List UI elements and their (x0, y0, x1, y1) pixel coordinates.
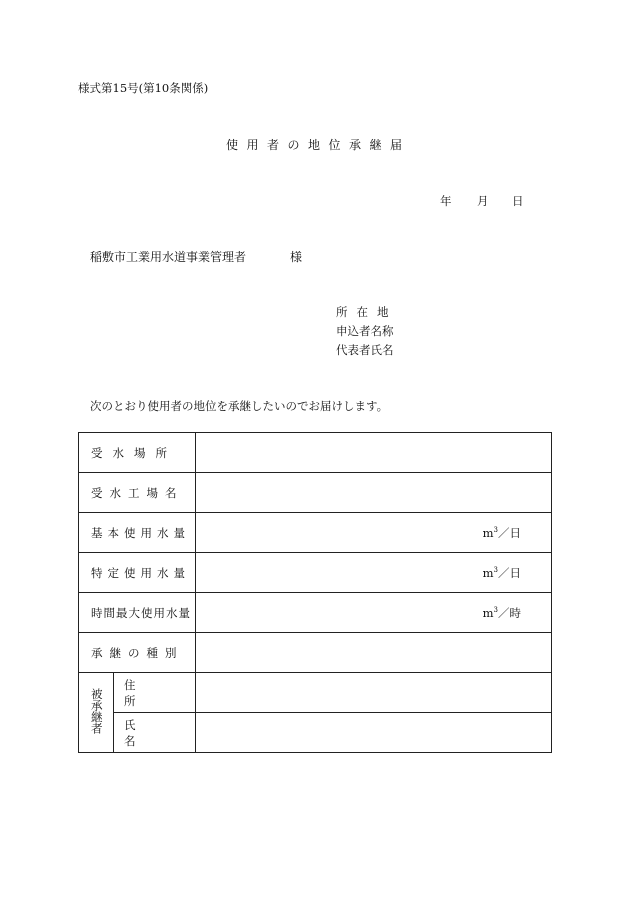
table-row (79, 473, 552, 513)
applicant-name-label: 申込者名称 (336, 324, 394, 338)
table-row (79, 553, 552, 593)
receiving-place-field[interactable] (196, 433, 552, 473)
addressee: 稲敷市工業用水道事業管理者 (90, 250, 247, 264)
predecessor-name-label: 氏名 (114, 713, 196, 753)
form-number: 様式第15号(第10条関係) (78, 81, 209, 95)
predecessor-address-label: 住所 (114, 673, 196, 713)
unit-cube: 3 (493, 525, 498, 534)
specific-usage-field[interactable] (196, 553, 552, 593)
predecessor-label-text: 被承継者 (89, 688, 104, 734)
factory-name-field[interactable] (196, 473, 552, 513)
succession-form-table (78, 432, 552, 753)
unit-per-day: ／日 (498, 525, 521, 540)
unit-per-day: ／日 (498, 565, 521, 580)
table-row (79, 713, 552, 753)
hourly-max-label: 時間最大使用水量 (79, 593, 196, 633)
honorific: 様 (290, 250, 303, 264)
predecessor-address-field[interactable] (196, 673, 552, 713)
basic-usage-label: 基本使用水量 (79, 513, 196, 553)
document-title: 使用者の地位承継届 (226, 138, 411, 152)
receiving-place-label: 受水場所 (79, 433, 196, 473)
predecessor-label (79, 673, 114, 753)
date-day-label: 日 (512, 194, 524, 208)
table-row (79, 433, 552, 473)
unit-per-hour: ／時 (498, 605, 521, 620)
specific-usage-label: 特定使用水量 (79, 553, 196, 593)
hourly-max-field[interactable] (196, 593, 552, 633)
table-row (79, 673, 552, 713)
unit-m3: m (482, 525, 494, 540)
applicant-address-label: 所在地 (336, 305, 398, 319)
date-year-label: 年 (440, 194, 452, 208)
unit-m3: m (482, 605, 494, 620)
unit-m3: m (482, 565, 494, 580)
table-row (79, 513, 552, 553)
basic-usage-field[interactable] (196, 513, 552, 553)
unit-cube: 3 (493, 605, 498, 614)
predecessor-name-field[interactable] (196, 713, 552, 753)
succession-type-field[interactable] (196, 633, 552, 673)
applicant-rep-label: 代表者氏名 (336, 343, 394, 357)
table-row (79, 633, 552, 673)
table-row (79, 593, 552, 633)
intro-text: 次のとおり使用者の地位を承継したいのでお届けします。 (90, 399, 389, 413)
date-month-label: 月 (477, 194, 489, 208)
unit-cube: 3 (493, 565, 498, 574)
succession-type-label: 承継の種別 (79, 633, 196, 673)
factory-name-label: 受水工場名 (79, 473, 196, 513)
